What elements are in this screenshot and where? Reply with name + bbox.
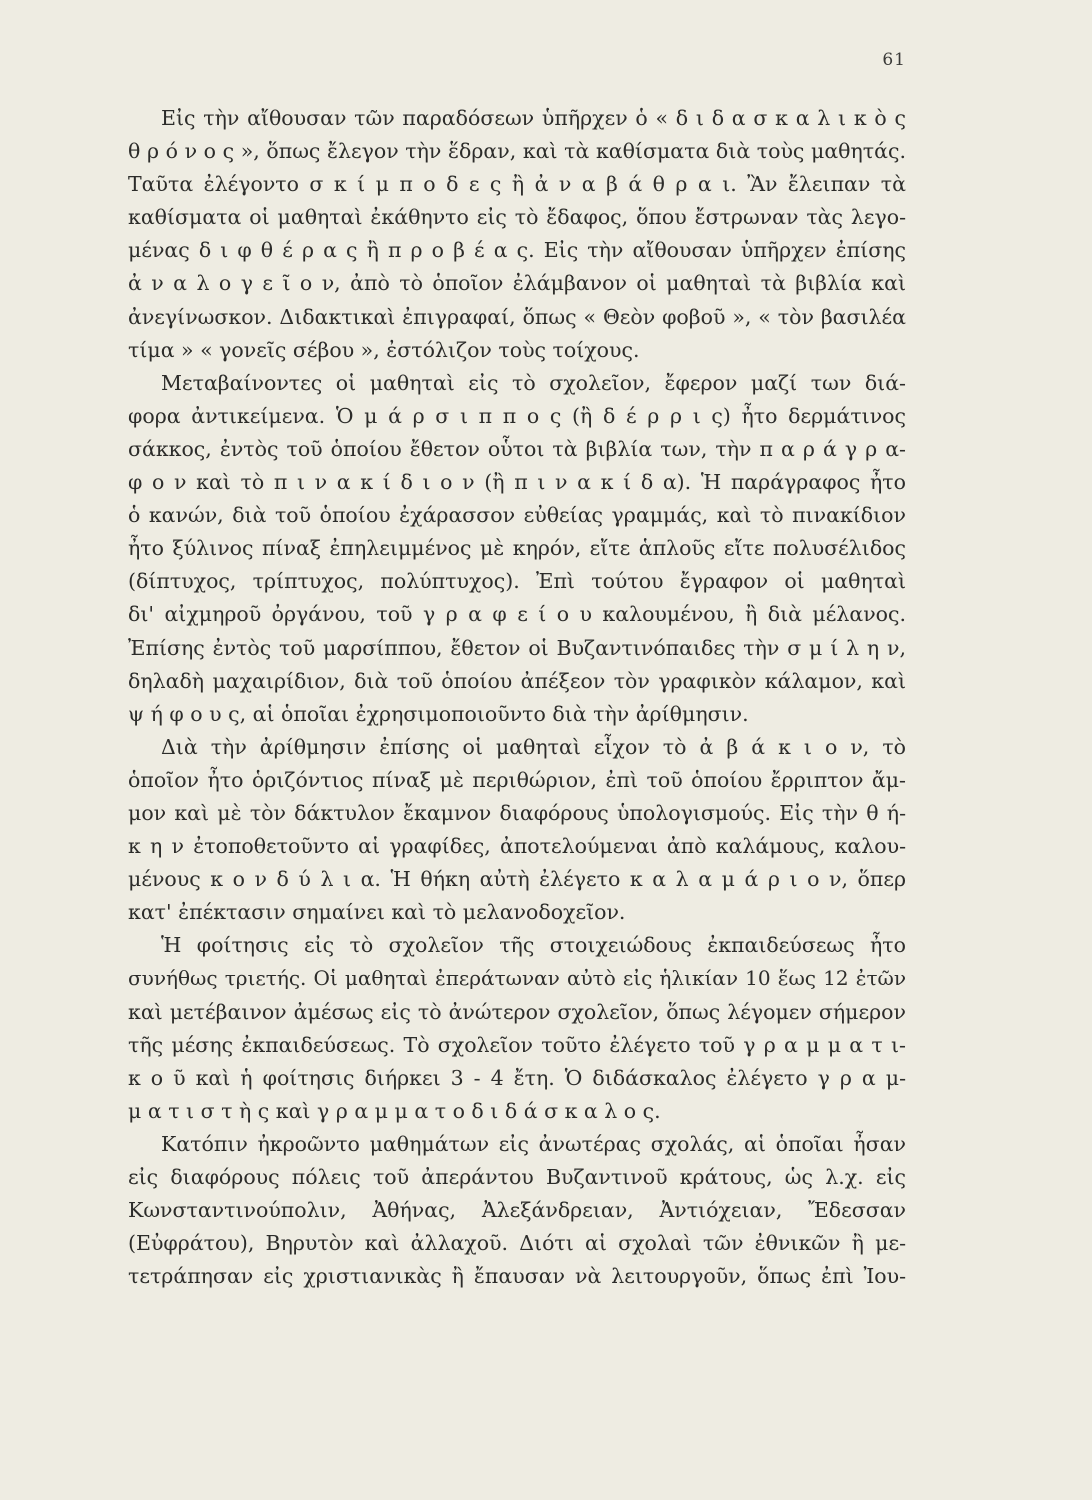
text-line: σάκκος, ἐντὸς τοῦ ὁποίου ἔθετον οὗτοι τὰ βιβλία των, τὴν π α ρ ά γ ρ α- (128, 436, 906, 461)
text-line: (δίπτυχος, τρίπτυχος, πολύπτυχος). Ἐπὶ τούτου ἔγραφον οἱ μαθηταὶ (128, 569, 906, 594)
text-line: δηλαδὴ μαχαιρίδιον, διὰ τοῦ ὁποίου ἀπέξεον τὸν γραφικὸν κάλαμον, καὶ (128, 668, 906, 693)
text-line: Ἐπίσης ἐντὸς τοῦ μαρσίππου, ἔθετον οἱ Βυζαντινόπαιδες τὴν σ μ ί λ η ν, (128, 635, 906, 660)
text-line: καθίσματα οἱ μαθηταὶ ἐκάθηντο εἰς τὸ ἔδαφος, ὅπου ἔστρωναν τὰς λεγο- (128, 205, 906, 230)
text-line: κατ' ἐπέκτασιν σημαίνει καὶ τὸ μελανοδοχεῖον. (128, 900, 626, 925)
paragraph-5 (128, 1128, 906, 1293)
text-line: εἰς διαφόρους πόλεις τοῦ ἀπεράντου Βυζαντινοῦ κράτους, ὡς λ.χ. εἰς (128, 1165, 906, 1189)
text-line: (Εὐφράτου), Βηρυτὸν καὶ ἀλλαχοῦ. Διότι αἱ σχολαὶ τῶν ἐθνικῶν ἢ με- (128, 1231, 906, 1256)
text-line: θ ρ ό ν ο ς », ὅπως ἔλεγον τὴν ἕδραν, καὶ τὰ καθίσματα διὰ τοὺς μαθητάς. (128, 139, 906, 164)
text-line: καὶ μετέβαινον ἀμέσως εἰς τὸ ἀνώτερον σχολεῖον, ὅπως λέγομεν σήμερον (128, 999, 906, 1024)
text-line: Ταῦτα ἐλέγοντο σ κ ί μ π ο δ ε ς ἢ ἀ ν α β ά θ ρ α ι. Ἂν ἔλειπαν τὰ (128, 172, 906, 197)
text-line: τῆς μέσης ἐκπαιδεύσεως. Τὸ σχολεῖον τοῦτο ἐλέγετο τοῦ γ ρ α μ μ α τ ι- (128, 1032, 906, 1057)
text-line: ὁ κανών, διὰ τοῦ ὁποίου ἐχάρασσον εὐθείας γραμμάς, καὶ τὸ πινακίδιον (128, 503, 906, 528)
text-line: Κατόπιν ἠκροῶντο μαθημάτων εἰς ἀνωτέρας σχολάς, αἱ ὁποῖαι ἦσαν (161, 1131, 906, 1156)
text-line: δι' αἰχμηροῦ ὀργάνου, τοῦ γ ρ α φ ε ί ο υ καλουμένου, ἢ διὰ μέλανος. (128, 602, 906, 627)
text-line: ἀ ν α λ ο γ ε ῖ ο ν, ἀπὸ τὸ ὁποῖον ἐλάμβανον οἱ μαθηταὶ τὰ βιβλία καὶ (128, 271, 906, 296)
text-line: ἦτο ξύλινος πίναξ ἐπηλειμμένος μὲ κηρόν, εἴτε ἁπλοῦς εἴτε πολυσέλιδος (128, 536, 906, 561)
text-line: Εἰς τὴν αἴθουσαν τῶν παραδόσεων ὑπῆρχεν ὁ « δ ι δ α σ κ α λ ι κ ὸ ς (161, 106, 906, 130)
page-number: 61 (882, 50, 906, 70)
paragraph-3 (128, 731, 906, 930)
paragraph-1 (128, 102, 906, 367)
text-line: κ ο ῦ καὶ ἡ φοίτησις διήρκει 3 - 4 ἔτη. Ὁ διδάσκαλος ἐλέγετο γ ρ α μ- (128, 1065, 906, 1090)
text-line: ψ ή φ ο υ ς, αἱ ὁποῖαι ἐχρησιμοποιοῦντο διὰ τὴν ἀρίθμησιν. (128, 701, 749, 726)
text-line: τετράπησαν εἰς χριστιανικὰς ἢ ἔπαυσαν νὰ λειτουργοῦν, ὅπως ἐπὶ Ἰου- (128, 1264, 906, 1289)
text-line: μένας δ ι φ θ έ ρ α ς ἢ π ρ ο β έ α ς. Εἰς τὴν αἴθουσαν ὑπῆρχεν ἐπίσης (128, 238, 906, 263)
text-line: μένους κ ο ν δ ύ λ ι α. Ἡ θήκη αὐτὴ ἐλέγετο κ α λ α μ ά ρ ι ο ν, ὅπερ (128, 867, 906, 892)
text-line: μον καὶ μὲ τὸν δάκτυλον ἔκαμνον διαφόρους ὑπολογισμούς. Εἰς τὴν θ ή- (128, 800, 906, 825)
text-line: Ἡ φοίτησις εἰς τὸ σχολεῖον τῆς στοιχειώδους ἐκπαιδεύσεως ἦτο (161, 933, 906, 958)
text-line: φορα ἀντικείμενα. Ὁ μ ά ρ σ ι π π ο ς (ἢ δ έ ρ ρ ι ς) ἦτο δερμάτινος (128, 403, 906, 428)
text-line: συνήθως τριετής. Οἱ μαθηταὶ ἐπεράτωναν αὐτὸ εἰς ἡλικίαν 10 ἕως 12 ἐτῶν (128, 966, 906, 991)
text-line: Διὰ τὴν ἀρίθμησιν ἐπίσης οἱ μαθηταὶ εἶχον τὸ ἀ β ά κ ι ο ν, τὸ (161, 734, 906, 759)
text-line: ὁποῖον ἦτο ὁριζόντιος πίναξ μὲ περιθώριον, ἐπὶ τοῦ ὁποίου ἔρριπτον ἄμ- (128, 767, 906, 792)
text-line: ἀνεγίνωσκον. Διδακτικαὶ ἐπιγραφαί, ὅπως « Θεὸν φοβοῦ », « τὸν βασιλέα (128, 304, 906, 329)
text-line: κ η ν ἐτοποθετοῦντο αἱ γραφίδες, ἀποτελούμεναι ἀπὸ καλάμους, καλου- (128, 834, 906, 859)
text-line: τίμα » « γονεῖς σέβου », ἐστόλιζον τοὺς τοίχους. (128, 337, 640, 362)
text-line: μ α τ ι σ τ ὴ ς καὶ γ ρ α μ μ α τ ο δ ι δ ά σ κ α λ ο ς. (128, 1098, 661, 1123)
text-line: φ ο ν καὶ τὸ π ι ν α κ ί δ ι ο ν (ἢ π ι ν α κ ί δ α). Ἡ παράγραφος ἦτο (128, 470, 906, 495)
paragraph-2 (128, 367, 906, 731)
paragraph-4 (128, 929, 906, 1128)
text-line: Κωνσταντινούπολιν, Ἀθήνας, Ἀλεξάνδρειαν, Ἀντιόχειαν, Ἔδεσσαν (128, 1198, 906, 1223)
text-line: Μεταβαίνοντες οἱ μαθηταὶ εἰς τὸ σχολεῖον, ἔφερον μαζί των διά- (161, 370, 906, 395)
body-text (128, 102, 906, 1293)
